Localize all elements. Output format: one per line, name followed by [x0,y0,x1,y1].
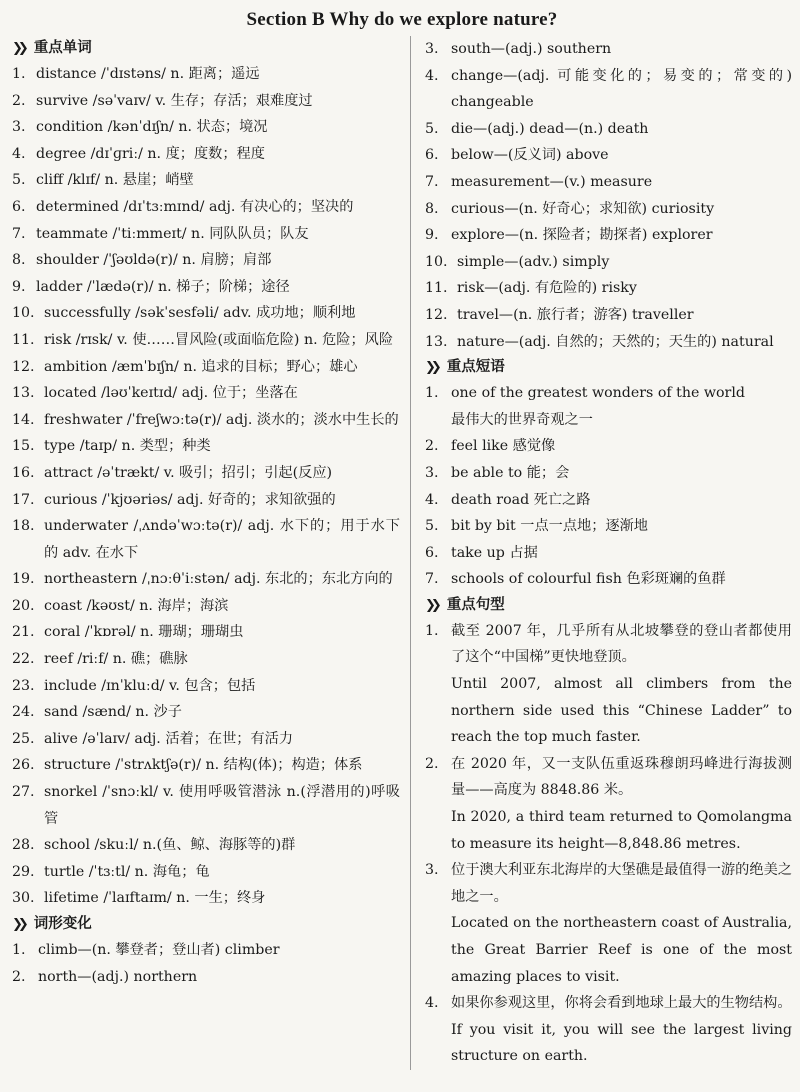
sentence-chinese: 截至 2007 年，几乎所有从北坡攀登的登山者都使用了这个“中国梯”更快地登顶。 [451,622,792,666]
item-number: 13. [12,385,35,402]
item-number: 3. [425,464,439,481]
item-number: 1. [12,66,26,82]
item-text [451,540,792,567]
item-text [451,566,792,593]
item-text: curious /ˈkjʊəriəs/ adj. 好奇的；求知欲强的 [44,491,336,508]
item-number: 5. [425,120,439,137]
vocab-item [12,61,400,88]
item-number: 6. [425,544,439,561]
phrase-text: death road 死亡之路 [451,491,591,508]
double-chevron-icon: ❯❯ [12,41,24,56]
section-forms-label: 词形变化 [33,916,92,932]
item-number: 4. [425,67,439,84]
item-number: 15. [12,438,35,455]
word-form-item [425,275,792,302]
item-text: measurement—(v.) measure [451,173,653,190]
word-form-item [425,116,792,143]
word-form-item [425,63,792,116]
vocab-item [12,221,400,248]
item-number: 10. [12,305,35,322]
item-number: 6. [425,147,439,164]
section-sentences-heading [425,593,792,618]
item-number: 2. [425,438,439,455]
item-text: condition /kənˈdɪʃn/ n. 状态；境况 [36,119,268,136]
item-number: 20. [12,597,35,614]
vocab-item [12,513,400,566]
item-text: die—(adj.) dead—(n.) death [451,120,649,137]
phrase-item [425,487,792,514]
vocab-item [12,460,400,487]
word-form-item [425,169,792,196]
item-number: 21. [12,624,35,641]
phrase-item [425,433,792,460]
vocab-item [12,673,400,700]
vocab-item [12,859,400,886]
item-number: 7. [425,173,439,190]
item-number: 29. [12,863,35,880]
vocab-item [12,247,400,274]
item-text: lifetime /ˈlaɪftaɪm/ n. 一生；终身 [44,890,266,907]
vocab-item [12,487,400,514]
vocab-item [12,566,400,593]
vocab-item [12,752,400,779]
item-text [451,460,792,487]
phrase-text: schools of colourful fish 色彩斑斓的鱼群 [451,571,726,588]
section-sentences-label: 重点句型 [446,596,505,613]
item-number: 17. [12,491,35,508]
vocab-item [12,593,400,620]
item-number: 9. [12,278,26,295]
sentence-item [425,618,792,751]
item-text [451,857,792,990]
item-number: 30. [12,890,35,907]
item-number: 1. [425,622,439,639]
item-text [451,990,792,1070]
item-text: change—(adj. 可能变化的；易变的；常变的) changeable [451,67,792,111]
item-text: curious—(n. 好奇心；求知欲) curiosity [451,200,715,217]
vocab-item [12,354,400,381]
sentence-english: In 2020, a third team returned to Qomolangma to measure its height—8,848.86 metres. [451,809,792,852]
item-number: 28. [12,837,35,854]
item-number: 19. [12,571,35,588]
phrase-text: one of the greatest wonders of the world [451,385,745,402]
item-number: 27. [12,784,35,801]
sentence-item [425,990,792,1070]
vocab-item [12,300,400,327]
item-text: explore—(n. 探险者；勘探者) explorer [451,227,713,244]
word-form-item [12,964,400,991]
item-number: 16. [12,464,35,481]
item-number: 2. [425,755,439,772]
item-number: 4. [425,491,439,508]
item-number: 8. [425,200,439,217]
item-number: 24. [12,704,35,721]
item-number: 4. [425,995,439,1012]
word-form-item [425,249,792,276]
item-number: 5. [12,172,26,189]
item-number: 1. [12,942,26,958]
item-text: travel—(n. 旅行者；游客) traveller [457,306,694,323]
item-text: ladder /ˈlædə(r)/ n. 梯子；阶梯；途径 [36,278,290,295]
item-text: turtle /ˈtɜːtl/ n. 海龟；龟 [44,863,210,880]
item-number: 22. [12,651,35,668]
item-number: 7. [12,225,26,242]
right-column [410,36,792,1070]
word-form-item [425,196,792,223]
word-form-item [425,302,792,329]
vocab-item [12,88,400,115]
sentence-english: Located on the northeastern coast of Australia, the Great Barrier Reef is one of the most amazing places to visit. [451,915,792,985]
item-number: 9. [425,227,439,244]
item-text: cliff /klɪf/ n. 悬崖；峭壁 [36,172,194,189]
sentence-item [425,751,792,857]
word-form-item [425,36,792,63]
item-text [451,618,792,751]
item-text: coral /ˈkɒrəl/ n. 珊瑚；珊瑚虫 [44,624,244,641]
sentence-english: If you visit it, you will see the largest living structure on earth. [451,1021,792,1065]
vocab-item [12,726,400,753]
item-number: 14. [12,411,35,428]
sentence-item [425,857,792,990]
vocab-item [12,779,400,832]
word-form-item [425,329,792,356]
item-number: 8. [12,252,26,269]
phrase-item [425,460,792,487]
item-number: 2. [12,92,26,109]
vocab-item [12,274,400,301]
item-text: freshwater /ˈfreʃwɔːtə(r)/ adj. 淡水的；淡水中生长的 [44,411,399,428]
vocab-item [12,619,400,646]
vocab-item [12,327,400,354]
double-chevron-icon: ❯❯ [425,360,437,376]
phrase-item [425,380,792,433]
item-number: 10. [425,253,448,270]
item-number: 12. [12,358,35,375]
sentence-chinese: 如果你参观这里，你将会看到地球上最大的生物结构。 [451,995,792,1012]
item-text: survive /səˈvaɪv/ v. 生存；存活；艰难度过 [36,92,313,109]
item-number: 7. [425,571,439,588]
sentence-english: Until 2007, almost all climbers from the northern side used this “Chinese Ladder” to reach the top much faster. [451,676,792,746]
item-text [451,433,792,460]
word-form-item [425,222,792,249]
section-phrases-heading [425,355,792,380]
vocab-item [12,646,400,673]
item-text: northeastern /ˌnɔːθˈiːstən/ adj. 东北的；东北方向的 [44,571,393,588]
vocab-item [12,380,400,407]
phrase-text: be able to 能；会 [451,464,570,481]
section-phrases-label: 重点短语 [446,359,505,376]
sentence-chinese: 在 2020 年，又一支队伍重返珠穆朗玛峰进行海拔测量——高度为 8848.86 米。 [451,755,792,799]
item-text: risk /rɪsk/ v. 使……冒风险(或面临危险) n. 危险；风险 [44,331,394,348]
vocab-item [12,699,400,726]
item-text: successfully /səkˈsesfəli/ adv. 成功地；顺利地 [44,305,356,322]
page-title: Section B Why do we explore nature? [246,9,558,30]
item-text: sand /sænd/ n. 沙子 [44,704,182,721]
item-text: type /taɪp/ n. 类型；种类 [44,438,211,455]
item-text: determined /dɪˈtɜːmɪnd/ adj. 有决心的；坚决的 [36,198,354,215]
item-text: nature—(adj. 自然的；天然的；天生的) natural [457,333,774,350]
item-number: 25. [12,730,35,747]
sentence-chinese: 位于澳大利亚东北海岸的大堡礁是最值得一游的绝美之地之一。 [451,862,792,905]
item-text: risk—(adj. 有危险的) risky [457,280,637,297]
item-number: 3. [425,862,439,879]
item-number: 3. [425,41,439,57]
vocab-item [12,885,400,912]
item-text: south—(adj.) southern [451,41,612,57]
left-column [12,36,410,1070]
double-chevron-icon: ❯❯ [425,597,437,613]
item-text: degree /dɪˈɡriː/ n. 度；度数；程度 [36,145,265,162]
item-number: 23. [12,677,35,694]
word-form-item [12,937,400,964]
vocab-item [12,114,400,141]
item-number: 12. [425,306,448,323]
vocab-item [12,194,400,221]
vocab-item [12,407,400,434]
item-number: 6. [12,198,26,215]
forms-list-left [12,937,400,990]
item-text: simple—(adv.) simply [457,253,610,270]
item-number: 26. [12,757,35,774]
item-text: north—(adj.) northern [38,968,198,985]
section-vocab-heading [12,36,400,61]
phrase-item [425,540,792,567]
item-text [451,380,792,433]
item-text: snorkel /ˈsnɔːkl/ v. 使用呼吸管潜泳 n.(浮潜用的)呼吸管 [44,784,400,827]
vocab-item [12,832,400,859]
sentences-list [425,618,792,1070]
item-text: attract /əˈtrækt/ v. 吸引；招引；引起(反应) [44,464,333,481]
item-number: 18. [12,518,35,535]
item-text: shoulder /ˈʃəʊldə(r)/ n. 肩膀；肩部 [36,252,272,269]
double-chevron-icon: ❯❯ [12,917,24,932]
item-number: 1. [425,385,439,402]
item-text [451,513,792,540]
phrase-item [425,566,792,593]
item-text: ambition /æmˈbɪʃn/ n. 追求的目标；野心；雄心 [44,358,358,375]
item-text: coast /kəʊst/ n. 海岸；海滨 [44,597,229,614]
item-number: 4. [12,145,26,162]
word-form-item [425,142,792,169]
vocab-item [12,433,400,460]
item-number: 13. [425,333,448,350]
vocab-list [12,61,400,912]
item-text: located /ləʊˈkeɪtɪd/ adj. 位于；坐落在 [44,385,298,402]
item-number: 3. [12,119,26,136]
phrases-list [425,380,792,593]
item-number: 5. [425,518,439,535]
phrase-text: bit by bit 一点一点地；逐渐地 [451,518,648,535]
phrase-text: take up 占据 [451,544,538,561]
item-text: underwater /ˌʌndəˈwɔːtə(r)/ adj. 水下的；用于水下的 adv. 在水下 [44,518,400,561]
item-text: include /ɪnˈkluːd/ v. 包含；包括 [44,677,256,694]
phrase-item [425,513,792,540]
section-forms-heading [12,912,400,937]
phrase-text: feel like 感觉像 [451,438,556,455]
item-text [451,487,792,514]
vocab-item [12,167,400,194]
forms-list-right [425,36,792,355]
item-text: structure /ˈstrʌktʃə(r)/ n. 结构(体)；构造；体系 [44,757,363,774]
item-text: reef /riːf/ n. 礁；礁脉 [44,651,188,668]
item-number: 2. [12,968,26,985]
section-vocab-label: 重点单词 [33,40,92,56]
item-text: distance /ˈdɪstəns/ n. 距离；遥远 [36,66,260,82]
columns [12,36,792,1070]
item-number: 11. [12,331,35,348]
item-number: 11. [425,280,448,297]
item-text [451,751,792,857]
item-text: climb—(n. 攀登者；登山者) climber [38,942,280,958]
item-text: alive /əˈlaɪv/ adj. 活着；在世；有活力 [44,730,294,747]
vocab-item [12,141,400,168]
item-text: below—(反义词) above [451,147,609,164]
item-text: school /skuːl/ n.(鱼、鲸、海豚等的)群 [44,837,296,854]
item-text: teammate /ˈtiːmmeɪt/ n. 同队队员；队友 [36,225,309,242]
phrase-translation: 最伟大的世界奇观之一 [451,411,593,428]
